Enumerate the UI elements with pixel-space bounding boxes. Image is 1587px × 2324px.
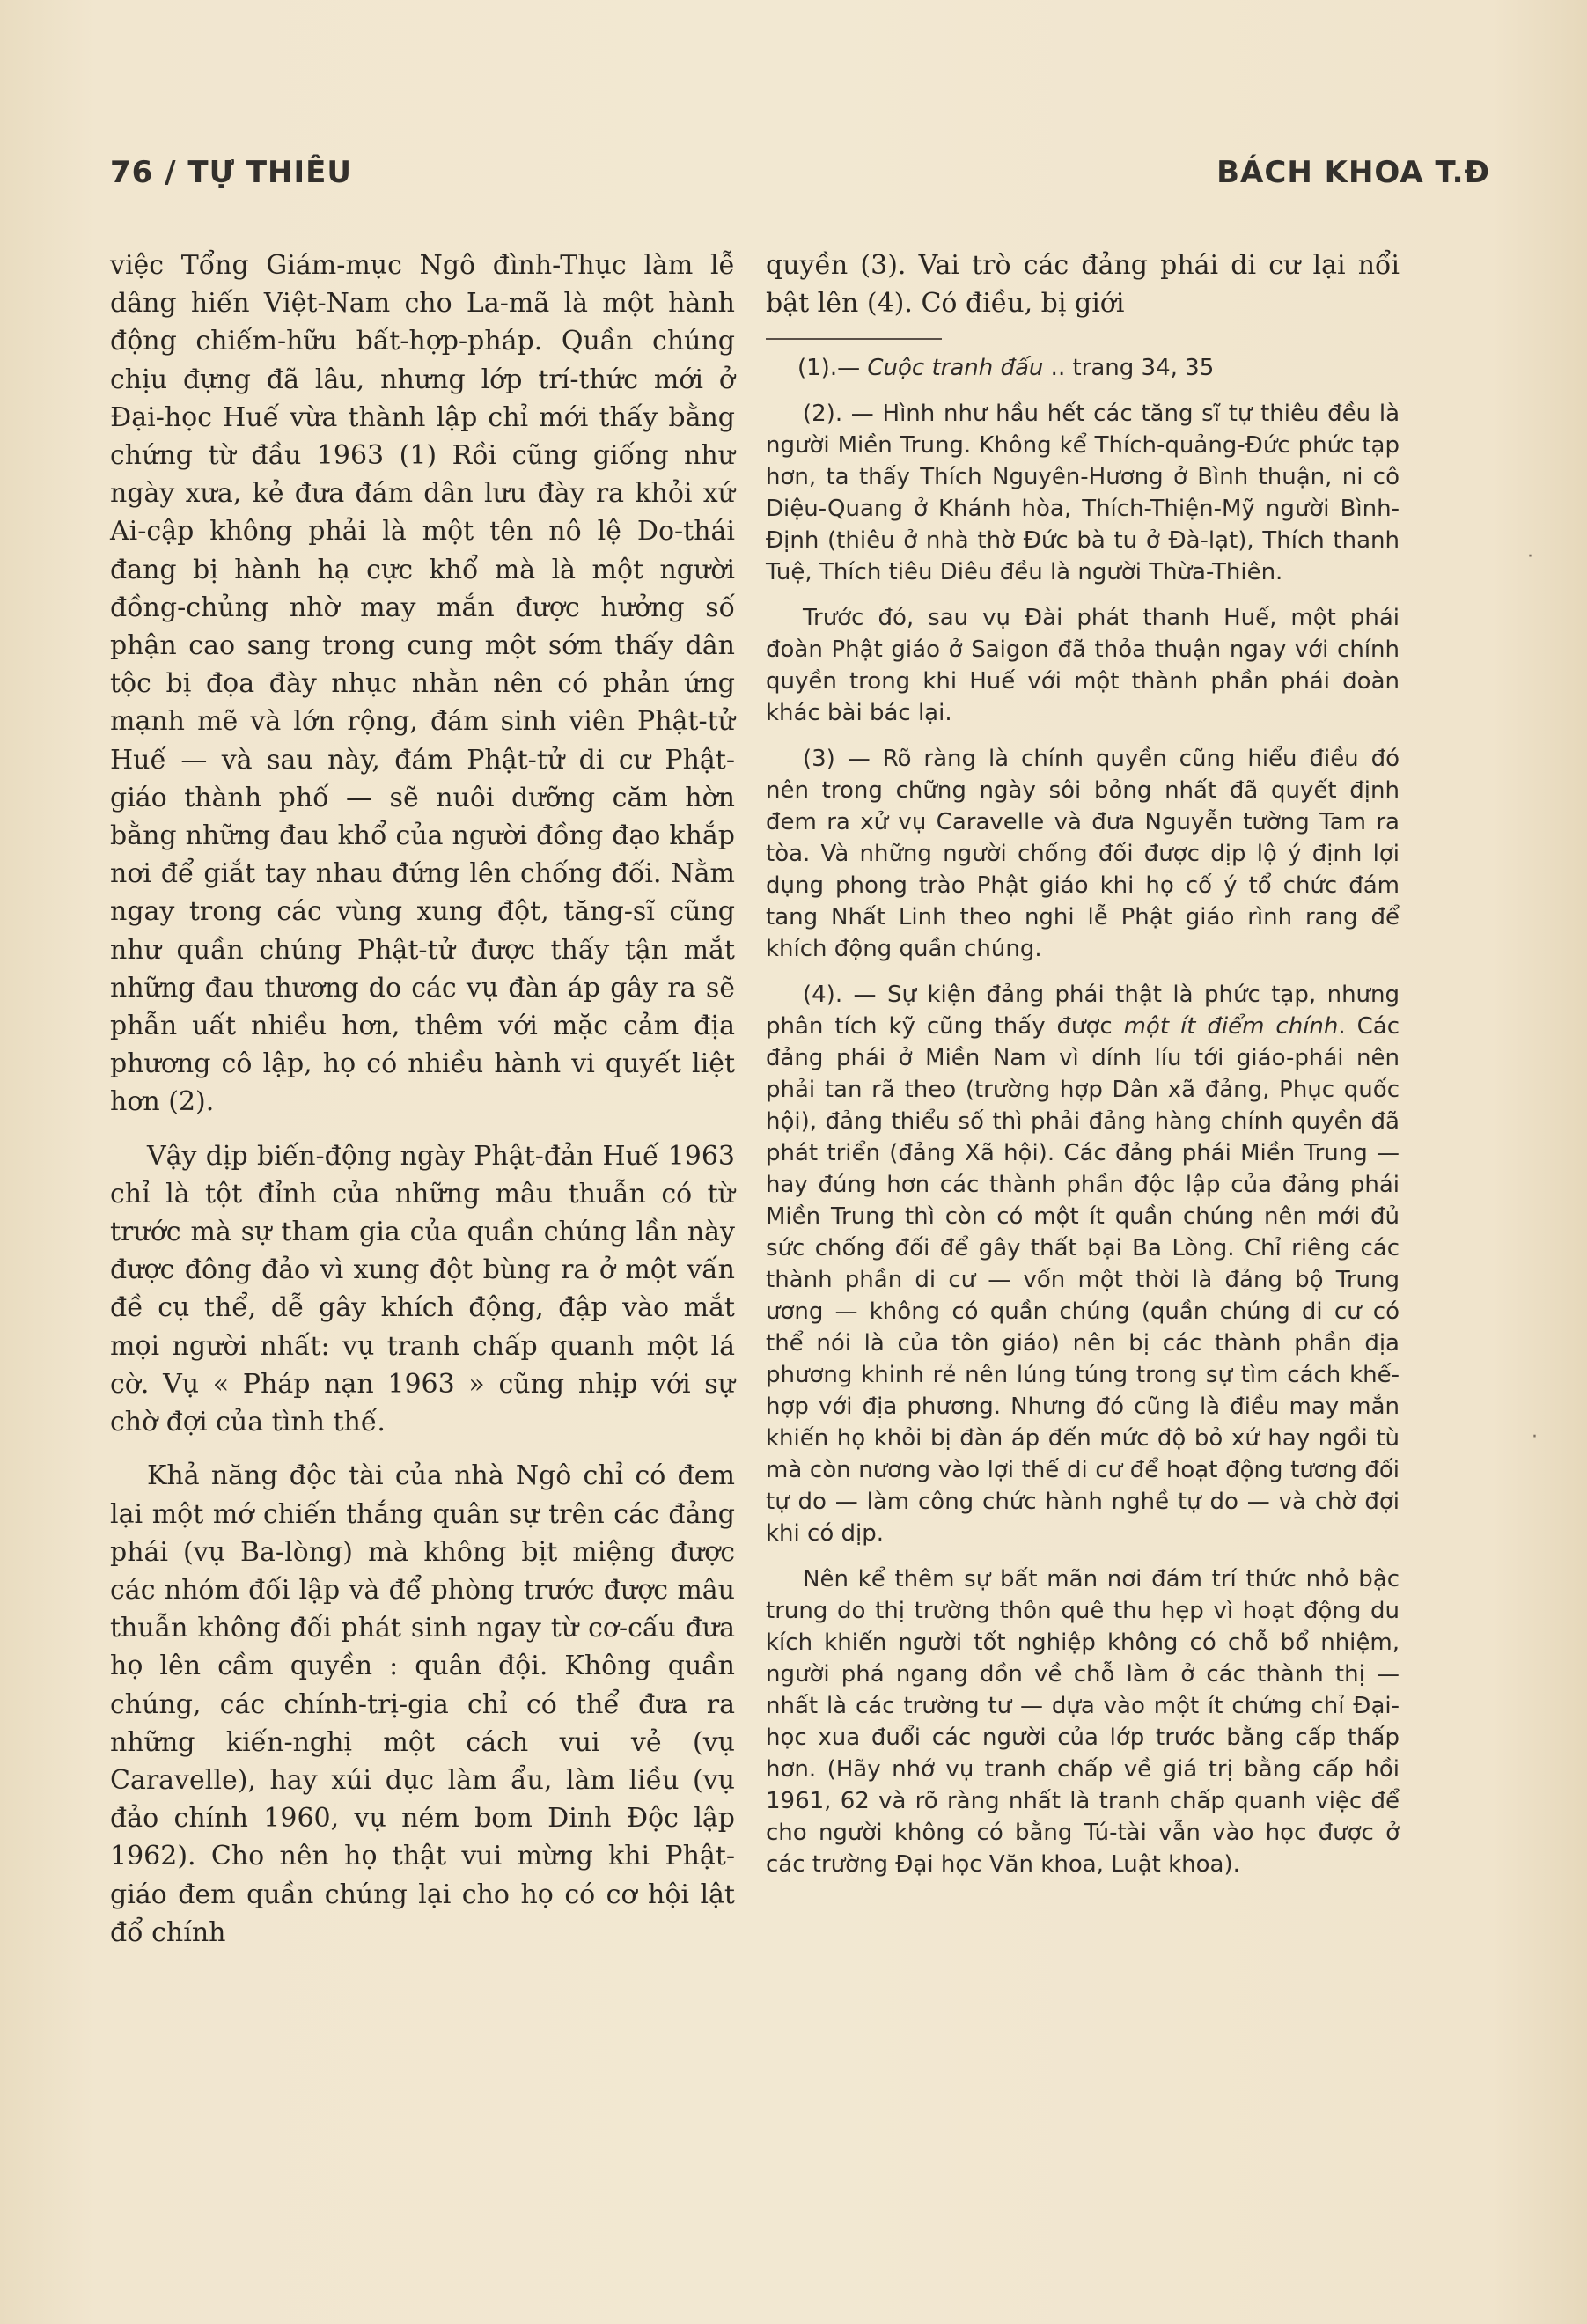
footnote-label: (1).—: [797, 355, 868, 382]
right-column: [766, 246, 1400, 1894]
left-column: [110, 246, 735, 1967]
footnote-italic: Cuộc tranh đấu: [867, 355, 1044, 382]
footnote-3: [766, 743, 1400, 965]
footnote-divider: [766, 338, 942, 340]
margin-speck: ·: [1532, 1426, 1538, 1448]
footnote-text: Sự kiện đảng phái thật là phức tạp, nhưng phân tích kỹ cũng thấy được: [766, 982, 1400, 1041]
footnote-text: . Các đảng phái ở Miền Nam vì dính líu tới giáo-phái nên phải tan rã theo (trường hợp Dân xã đảng, Phục quốc hội), đảng thiểu số thì phải đảng hàng chính quyền đã phát triển (đảng Xã hội). Các đảng phái Miền Trung — hay đúng hơn các thành phần độc lập của đảng phái Miền Trung thì còn có một ít quần chúng nên mới đủ sức chống đối để gây thất bại Ba Lòng. Chỉ riêng các thành phần di cư — vốn một thời là đảng bộ Trung ương — không có quần chúng (quần chúng di cư có thể nói là của tôn giáo) nên bị các thành phần địa phương khinh rẻ nên lúng túng trong sự tìm cách khế-hợp với địa phương. Nhưng đó cũng là điều may mắn khiến họ khỏi bị đàn áp đến mức độ bỏ xứ hay ngồi tù mà còn nương vào lợi thế di cư để hoạt động tương đối tự do — làm công chức hành nghề tự do — và chờ đợi khi có dịp.: [766, 1013, 1400, 1548]
page-number-title: 76 / TỰ THIÊU: [110, 155, 352, 190]
margin-speck: ·: [1527, 546, 1533, 568]
footnote-text: Trước đó, sau vụ Đài phát thanh Huế, một phái đoàn Phật giáo ở Saigon đã thỏa thuận ngay với chính quyền trong khi Huế với một thành phần phái đoàn khác bài bác lại.: [766, 605, 1400, 727]
footnote-label: (4). —: [803, 982, 888, 1009]
footnote-label: (2). —: [803, 401, 883, 428]
page-header: [110, 150, 1490, 202]
footnote-text: .. trang 34, 35: [1043, 355, 1215, 382]
footnote-2: [766, 398, 1400, 588]
footnote-text: Nên kể thêm sự bất mãn nơi đám trí thức nhỏ bậc trung do thị trường thôn quê thu hẹp vì hoạt động du kích khiến người tốt nghiệp không có chỗ bổ nhiệm, người phá ngang dồn về chỗ làm ở các thành thị — nhất là các trường tư — dựa vào một ít chứng chỉ Đại-học xua đuổi các người của lớp trước bằng cấp thấp hơn. (Hãy nhớ vụ tranh chấp về giá trị bằng cấp hồi 1961, 62 và rõ ràng nhất là tranh chấp quanh việc để cho người không có bằng Tú-tài vẫn vào học được ở các trường Đại học Văn khoa, Luật khoa).: [766, 1566, 1400, 1879]
footnote-1: [766, 352, 1400, 384]
footnote-text: Hình như hầu hết các tăng sĩ tự thiêu đều là người Miền Trung. Không kể Thích-quảng-Đức phức tạp hơn, ta thấy Thích Nguyên-Hương ở Bình thuận, ni cô Diệu-Quang ở Khánh hòa, Thích-Thiện-Mỹ người Bình-Định (thiêu ở nhà thờ Đức bà tu ở Đà-lạt), Thích thanh Tuệ, Thích tiêu Diêu đều là người Thừa-Thiên.: [766, 401, 1400, 586]
footnote-2-continued: [766, 602, 1400, 729]
footnote-label: (3) —: [803, 746, 883, 773]
footnote-text: Rõ ràng là chính quyền cũng hiểu điều đó nên trong chững ngày sôi bỏng nhất đã quyết định đem ra xử vụ Caravelle và đưa Nguyễn tường Tam ra tòa. Và những người chống đối được dịp lộ ý định lợi dụng phong trào Phật giáo khi họ cố ý tổ chức đám tang Nhất Linh theo nghi lễ Phật giáo rình rang để khích động quần chúng.: [766, 746, 1400, 963]
footnote-4: [766, 979, 1400, 1549]
footnote-4-continued: [766, 1563, 1400, 1880]
body-paragraph: việc Tổng Giám-mục Ngô đình-Thục làm lễ dâng hiến Việt-Nam cho La-mã là một hành động chiếm-hữu bất-hợp-pháp. Quần chúng chịu đựng đã lâu, nhưng lớp trí-thức mới ở Đại-học Huế vừa thành lập chỉ mới thấy bằng chứng từ đầu 1963 (1) Rồi cũng giống như ngày xưa, kẻ đưa đám dân lưu đày ra khỏi xứ Ai-cập không phải là một tên nô lệ Do-thái đang bị hành hạ cực khổ mà là một người đồng-chủng nhờ may mắn được hưởng số phận cao sang trong cung một sớm thấy dân tộc bị đọa đày nhục nhằn nên có phản ứng mạnh mẽ và lớn rộng, đám sinh viên Phật-tử Huế — và sau này, đám Phật-tử di cư Phật-giáo thành phố — sẽ nuôi dưỡng căm hờn bằng những đau khổ của người đồng đạo khắp nơi để giắt tay nhau đứng lên chống đối. Nằm ngay trong các vùng xung đột, tăng-sĩ cũng như quần chúng Phật-tử được thấy tận mắt những đau thương do các vụ đàn áp gây ra sẽ phẫn uất nhiều hơn, thêm với mặc cảm địa phương cô lập, họ có nhiều hành vi quyết liệt hơn (2).: [110, 250, 735, 1118]
body-paragraph: Vậy dịp biến-động ngày Phật-đản Huế 1963 chỉ là tột đỉnh của những mâu thuẫn có từ trước mà sự tham gia của quần chúng lần này được đông đảo vì xung đột bùng ra ở một vấn đề cụ thể, dễ gây khích động, đập vào mắt mọi người nhất: vụ tranh chấp quanh một lá cờ. Vụ « Pháp nạn 1963 » cũng nhịp với sự chờ đợi của tình thế.: [110, 1140, 735, 1438]
footnote-italic: một ít điểm chính: [1123, 1013, 1339, 1041]
body-paragraph: Khả năng độc tài của nhà Ngô chỉ có đem lại một mớ chiến thắng quân sự trên các đảng phái (vụ Ba-lòng) mà không bịt miệng được các nhóm đối lập và để phòng trước được mâu thuẫn không đối phát sinh ngay từ cơ-cấu đưa họ lên cầm quyền : quân đội. Không quần chúng, các chính-trị-gia chỉ có thể đưa ra những kiến-nghị một cách vui vẻ (vụ Caravelle), hay xúi dục làm ẩu, làm liều (vụ đảo chính 1960, vụ ném bom Dinh Độc lập 1962). Cho nên họ thật vui mừng khi Phật-giáo đem quần chúng lại cho họ có cơ hội lật đổ chính: [110, 1460, 735, 1948]
body-paragraph-continued: quyền (3). Vai trò các đảng phái di cư lại nổi bật lên (4). Có điều, bị giới: [766, 250, 1400, 320]
magazine-name: BÁCH KHOA T.Đ: [1216, 155, 1490, 190]
